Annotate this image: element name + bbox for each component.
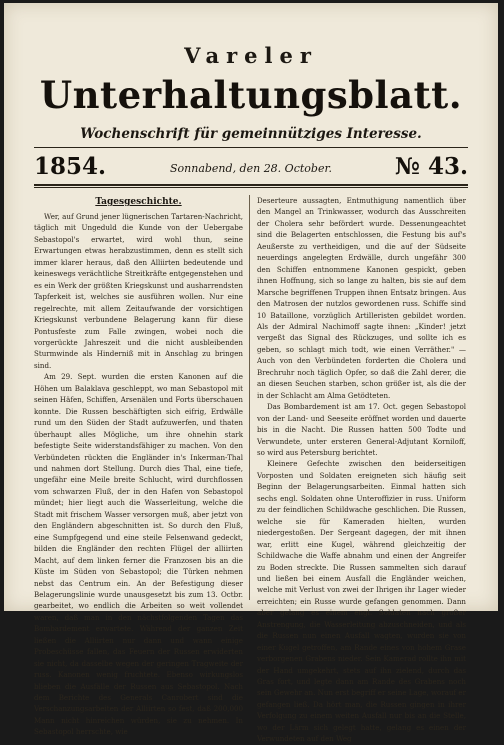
masthead-tagline: Wochenschrift für gemeinnütziges Interesse. xyxy=(80,126,422,142)
header-rule-thin xyxy=(34,187,468,188)
issue-number: № 43. xyxy=(394,153,468,180)
section-title: Tagesgeschichte. xyxy=(95,197,182,207)
masthead-title: Unterhaltungsblatt. xyxy=(39,73,463,117)
newspaper-page xyxy=(4,3,498,744)
column-divider xyxy=(249,195,250,600)
right-column xyxy=(257,195,466,744)
paragraph: Kleinere Gefechte zwischen den beiderseitigen Vorposten und Soldaten ereigneten sich häufig seit Beginn der Belagerungsarbeiten. Einmal hatten sich sechs engl. Soldaten ohne Unteroffizier in russ. Uniform zu der feindlichen Schildwache geschlichen. Die Russen, welche sie für Kameraden hielten, wurden niedergestoßen. Der Sergeant dagegen, der mit ihnen war, erlitt eine Kugel, während gleichzeitig der Schildwache die Waffe abnahm und einen der Angreifer zu Boden streckte. Die Russen sammelten sich darauf und ließen bei einem Ausfall die Engländer weichen, welche mit Verlust von zwei der Ihrigen ihr Lager wieder erreichten; ein Russe wurde gefangen genommen. Dann aber gelang es einem engl. Soldaten nach großer Anstrengung, die Wasserleitung abzuschneiden, und als die Russen nun einen Ausfall wagten, wurden sie von einer Kugel getroffen, am Rande eines von hohem Grase verborgenen Grabens nieder. Sein Kamerad rollte ihn mit der Hand umgekehrt, stets auf ihn zielend, durch das Gras fort, und legte dann am Rande des Grabens noch sein Gewehr an. Nun erst begriff er seine Lage, worauf er gefangen ließ. Da hört man, die Russen gingen in ihrer Verfolgung zu einem weiten Ausfall nur bis an die Stelle, wo der Lärm sich gelegt hatte, gelang es einen der Verwundeten auf den Weg xyxy=(257,459,466,744)
masthead-town: Vareler xyxy=(184,43,318,68)
issue-line xyxy=(34,153,468,181)
paragraph: Wer, auf Grund jener lügnerischen Tartaren-Nachricht, täglich mit Ungeduld die Kunde von der Uebergabe Sebastopol's erwartet, wird wohl thun, seine Erwartungen etwas herabzustimmen, denn es stellt sich immer klarer heraus, daß den Alliirten bedeutende und keineswegs verächtliche Streitkräfte entgegenstehen und es ein Werk der größten Kriegskunst und ausharrendsten Tapferkeit ist, welches sie ausführen wollen. Nur eine regelrechte, mit allem Zeitaufwande der vorsichtigen Kriegskunst verbundene Belagerung kann für diese Pontusfeste zum Falle zwingen, wobei noch die vorgerückte Jahreszeit und die nicht ausbleibenden Sturmwinde als Hinderniß mit in Anschlag zu bringen sind. xyxy=(34,212,243,370)
issue-year: 1854. xyxy=(34,153,107,180)
issue-date: Sonnabend, den 28. October. xyxy=(170,162,332,175)
header-rule-top xyxy=(34,147,468,148)
paragraph: Am 29. Sept. wurden die ersten Kanonen auf die Höhen um Balaklava geschleppt, wo man Sebastopol mit seinen Häfen, Schiffen, Arsenälen und Forts überschauen konnte. Die Russen beschäftigten sich eifrig, Erdwälle rund um den Süden der Stadt aufzuwerfen, und thaten überhaupt alles Mögliche, um ihre ohnehin stark befestigte Seite widerstandsfähiger zu machen. Von den Verbündeten rückten die Engländer in's Inkerman-Thal und nahmen dort Stellung. Durch dies Thal, eine tiefe, ungefähr eine Meile breite Schlucht, wird durchflossen vom schwarzen Fluß, der in den Hafen von Sebastopol mündet; hier liegt auch die Wasserleitung, welche die Stadt mit frischem Wasser versorgen muß, aber jetzt von den Engländern abgeschnitten ist. So durch den Fluß, eine Sumpfgegend und eine steile Felsenwand gedeckt, bilden die Engländer den rechten Flügel der alliirten Macht, auf dem linken ferner die Franzosen bis an die Küste im Süden von Sebastopol; die Türken nehmen nebst das Centrum ein. An der Befestigung dieser Belagerungslinie wurde unausgesetzt bis zum 13. Octbr. gearbeitet, wo endlich die Arbeiten so weit vollendet waren, daß man in den nächstfolgenden Tagen das Bombardement erwartete. Während der ganzen Zeit ließen die Alliirten nur dann und wann einige Probeschüsse fallen, das Feuern der Russen erwiderten sie nicht, da dasselbe wegen der geringen Tragweite der russ. Kanonen wenig fruchtete. Ebenso wirkungslos blieben die Ausfälle der Russen aus Sebastopol. Nach dem Berichte des Generals Canrobert sind die Verschanzungsarbeiten der Alliirten so fest, daß 200,000 Mann nicht hinreichen würden, sie zu nehmen. In Sebastopol herrschte, wie xyxy=(34,372,243,737)
paragraph: Deserteure aussagten, Entmuthigung namentlich über den Mangel an Trinkwasser, wodurch das Ausschreiten der Cholera sehr befördert wurde. Dessenungeachtet sind die Belagerten entschlossen, die Festung bis auf's Aeußerste zu vertheidigen, und die auf der Südseite neuerdings angelegten Erdwälle, durch ungefähr 300 den Schiffen entnommene Kanonen gespickt, geben ihnen Hoffnung, sich so lange zu halten, bis sie auf dem Marsche begriffenen Truppen ihnen Entsatz bringen. Aus den Matrosen der nutzlos gewordenen russ. Schiffe sind 10 Bataillone, vorzüglich Artilleristen gebildet worden. Als der Admiral Nachimoff sagte ihnen: „Kinder! jetzt vergeßt das Signal des Rückzuges, und sollte ich es geben, so schlagt mich todt, wie einen Verräther." — Auch von den Verbündeten forderten die Cholera und Brechruhr noch täglich Opfer, so daß die Zahl derer, die an diesen Seuchen starben, schon größer ist, als die der in der Schlacht am Alma Getödteten. xyxy=(257,196,466,400)
left-column xyxy=(34,195,243,737)
paragraph: Das Bombardement ist am 17. Oct. gegen Sebastopol von der Land- und Seeseite eröffnet worden und dauerte bis in die Nacht. Die Russen hatten 500 Todte und Verwundete, unter ersteren General-Adjutant Korniloff, so wird aus Petersburg berichtet. xyxy=(257,402,466,457)
header-rule-bottom xyxy=(34,184,468,186)
